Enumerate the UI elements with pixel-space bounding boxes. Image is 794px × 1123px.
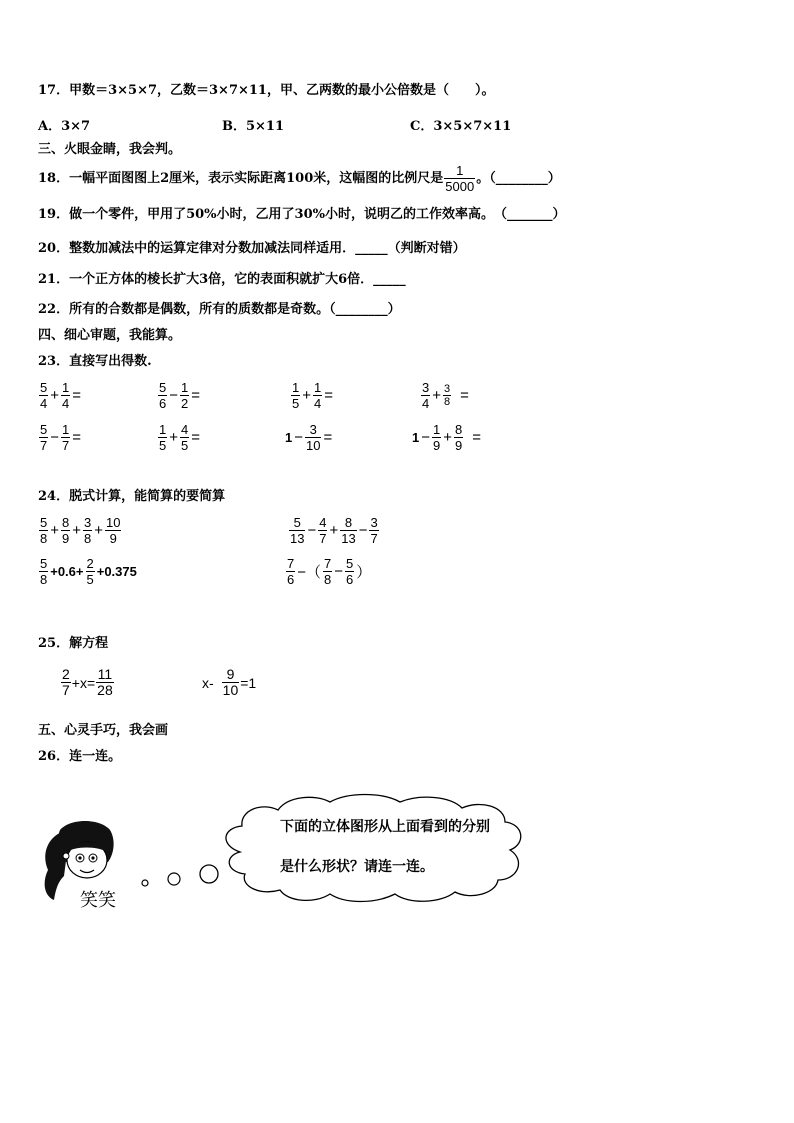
q23-item-2: $\frac{5}{6}$ − $\frac{1}{2}$ = bbox=[159, 380, 200, 411]
thought-bubble-large bbox=[200, 865, 218, 883]
q23-item-8: 1 − $\frac{1}{9}$ + $\frac{8}{9}$ = bbox=[412, 422, 481, 453]
thought-bubble-small bbox=[142, 880, 148, 886]
q23-item-3: $\frac{1}{5}$ + $\frac{1}{4}$ = bbox=[292, 380, 333, 411]
q25-title: 25．解方程 bbox=[38, 636, 109, 651]
q24-expression-4: $\frac{7}{6}$ −（ $\frac{7}{8}$ − $\frac{5}{6}$ ） bbox=[287, 556, 372, 587]
q18-num: 1 bbox=[444, 163, 475, 179]
thought-bubble-medium bbox=[168, 873, 180, 885]
section-3-title: 三、火眼金睛，我会判。 bbox=[38, 142, 182, 157]
q17-option-a: A．3×7 bbox=[38, 119, 91, 134]
q20-text: 20．整数加减法中的运算定律对分数加减法同样适用．_____（判断对错） bbox=[38, 241, 466, 256]
q23-item-6: $\frac{1}{5}$ + $\frac{4}{5}$ = bbox=[159, 422, 200, 453]
q24-expression-1: $\frac{5}{8}$ + $\frac{8}{9}$ + $\frac{3}{8}$ + $\frac{10}{9}$ bbox=[40, 515, 121, 546]
thought-cloud bbox=[226, 795, 521, 902]
q17-option-c: C．3×5×7×11 bbox=[410, 119, 512, 134]
q17-option-b: B．5×11 bbox=[222, 119, 285, 134]
section-4-title: 四、细心审题，我能算。 bbox=[38, 328, 182, 343]
q18-text: 18．一幅平面图图上2厘米，表示实际距离100米，这幅图的比例尺是 bbox=[38, 171, 444, 186]
q24-expression-3: $\frac{5}{8}$ +0.6+ $\frac{2}{5}$ +0.375 bbox=[40, 556, 137, 587]
girl-label: 笑笑 bbox=[80, 890, 116, 911]
q18-scale-fraction bbox=[444, 163, 475, 194]
q24-expression-2: $\frac{5}{13}$ − $\frac{4}{7}$ + $\frac{8}{13}$ − $\frac{3}{7}$ bbox=[290, 515, 378, 546]
bubble-text-line-1: 下面的立体图形从上面看到的分别 bbox=[280, 819, 490, 835]
q23-item-7: 1 − $\frac{3}{10}$ = bbox=[285, 422, 333, 453]
q23-title: 23．直接写出得数. bbox=[38, 354, 152, 369]
q25-equation-1: $\frac{2}{7}$ +x= $\frac{11}{28}$ bbox=[62, 666, 113, 698]
q26-title: 26．连一连。 bbox=[38, 749, 122, 764]
bubble-text-line-2: 是什么形状？请连一连。 bbox=[280, 859, 434, 875]
q23-item-5: $\frac{5}{7}$ − $\frac{1}{7}$ = bbox=[40, 422, 81, 453]
q18-answer-blank: 。（________） bbox=[476, 171, 561, 186]
q18 bbox=[38, 163, 561, 194]
q19-text: 19．做一个零件，甲用了50%小时，乙用了30%小时，说明乙的工作效率高。 （_______） bbox=[38, 207, 566, 222]
section-5-title: 五、心灵手巧，我会画 bbox=[38, 723, 169, 738]
q21-text: 21．一个正方体的棱长扩大3倍，它的表面积就扩大6倍．_____ bbox=[38, 272, 406, 287]
q23-item-4: $\frac{3}{4}$ + $\frac{3}{8}$ = bbox=[422, 380, 469, 411]
q24-title: 24．脱式计算，能简算的要简算 bbox=[38, 489, 226, 504]
q22-text: 22．所有的合数都是偶数，所有的质数都是奇数。（________） bbox=[38, 302, 401, 317]
q25-equation-2: x- $\frac{9}{10}$ =1 bbox=[202, 666, 257, 698]
q23-item-1: $\frac{5}{4}$ + $\frac{1}{4}$ = bbox=[40, 380, 81, 411]
q18-den: 5000 bbox=[445, 179, 475, 194]
q17-text: 17．甲数＝3×5×7，乙数＝3×7×11，甲、乙两数的最小公倍数是（ ）。 bbox=[38, 83, 495, 98]
